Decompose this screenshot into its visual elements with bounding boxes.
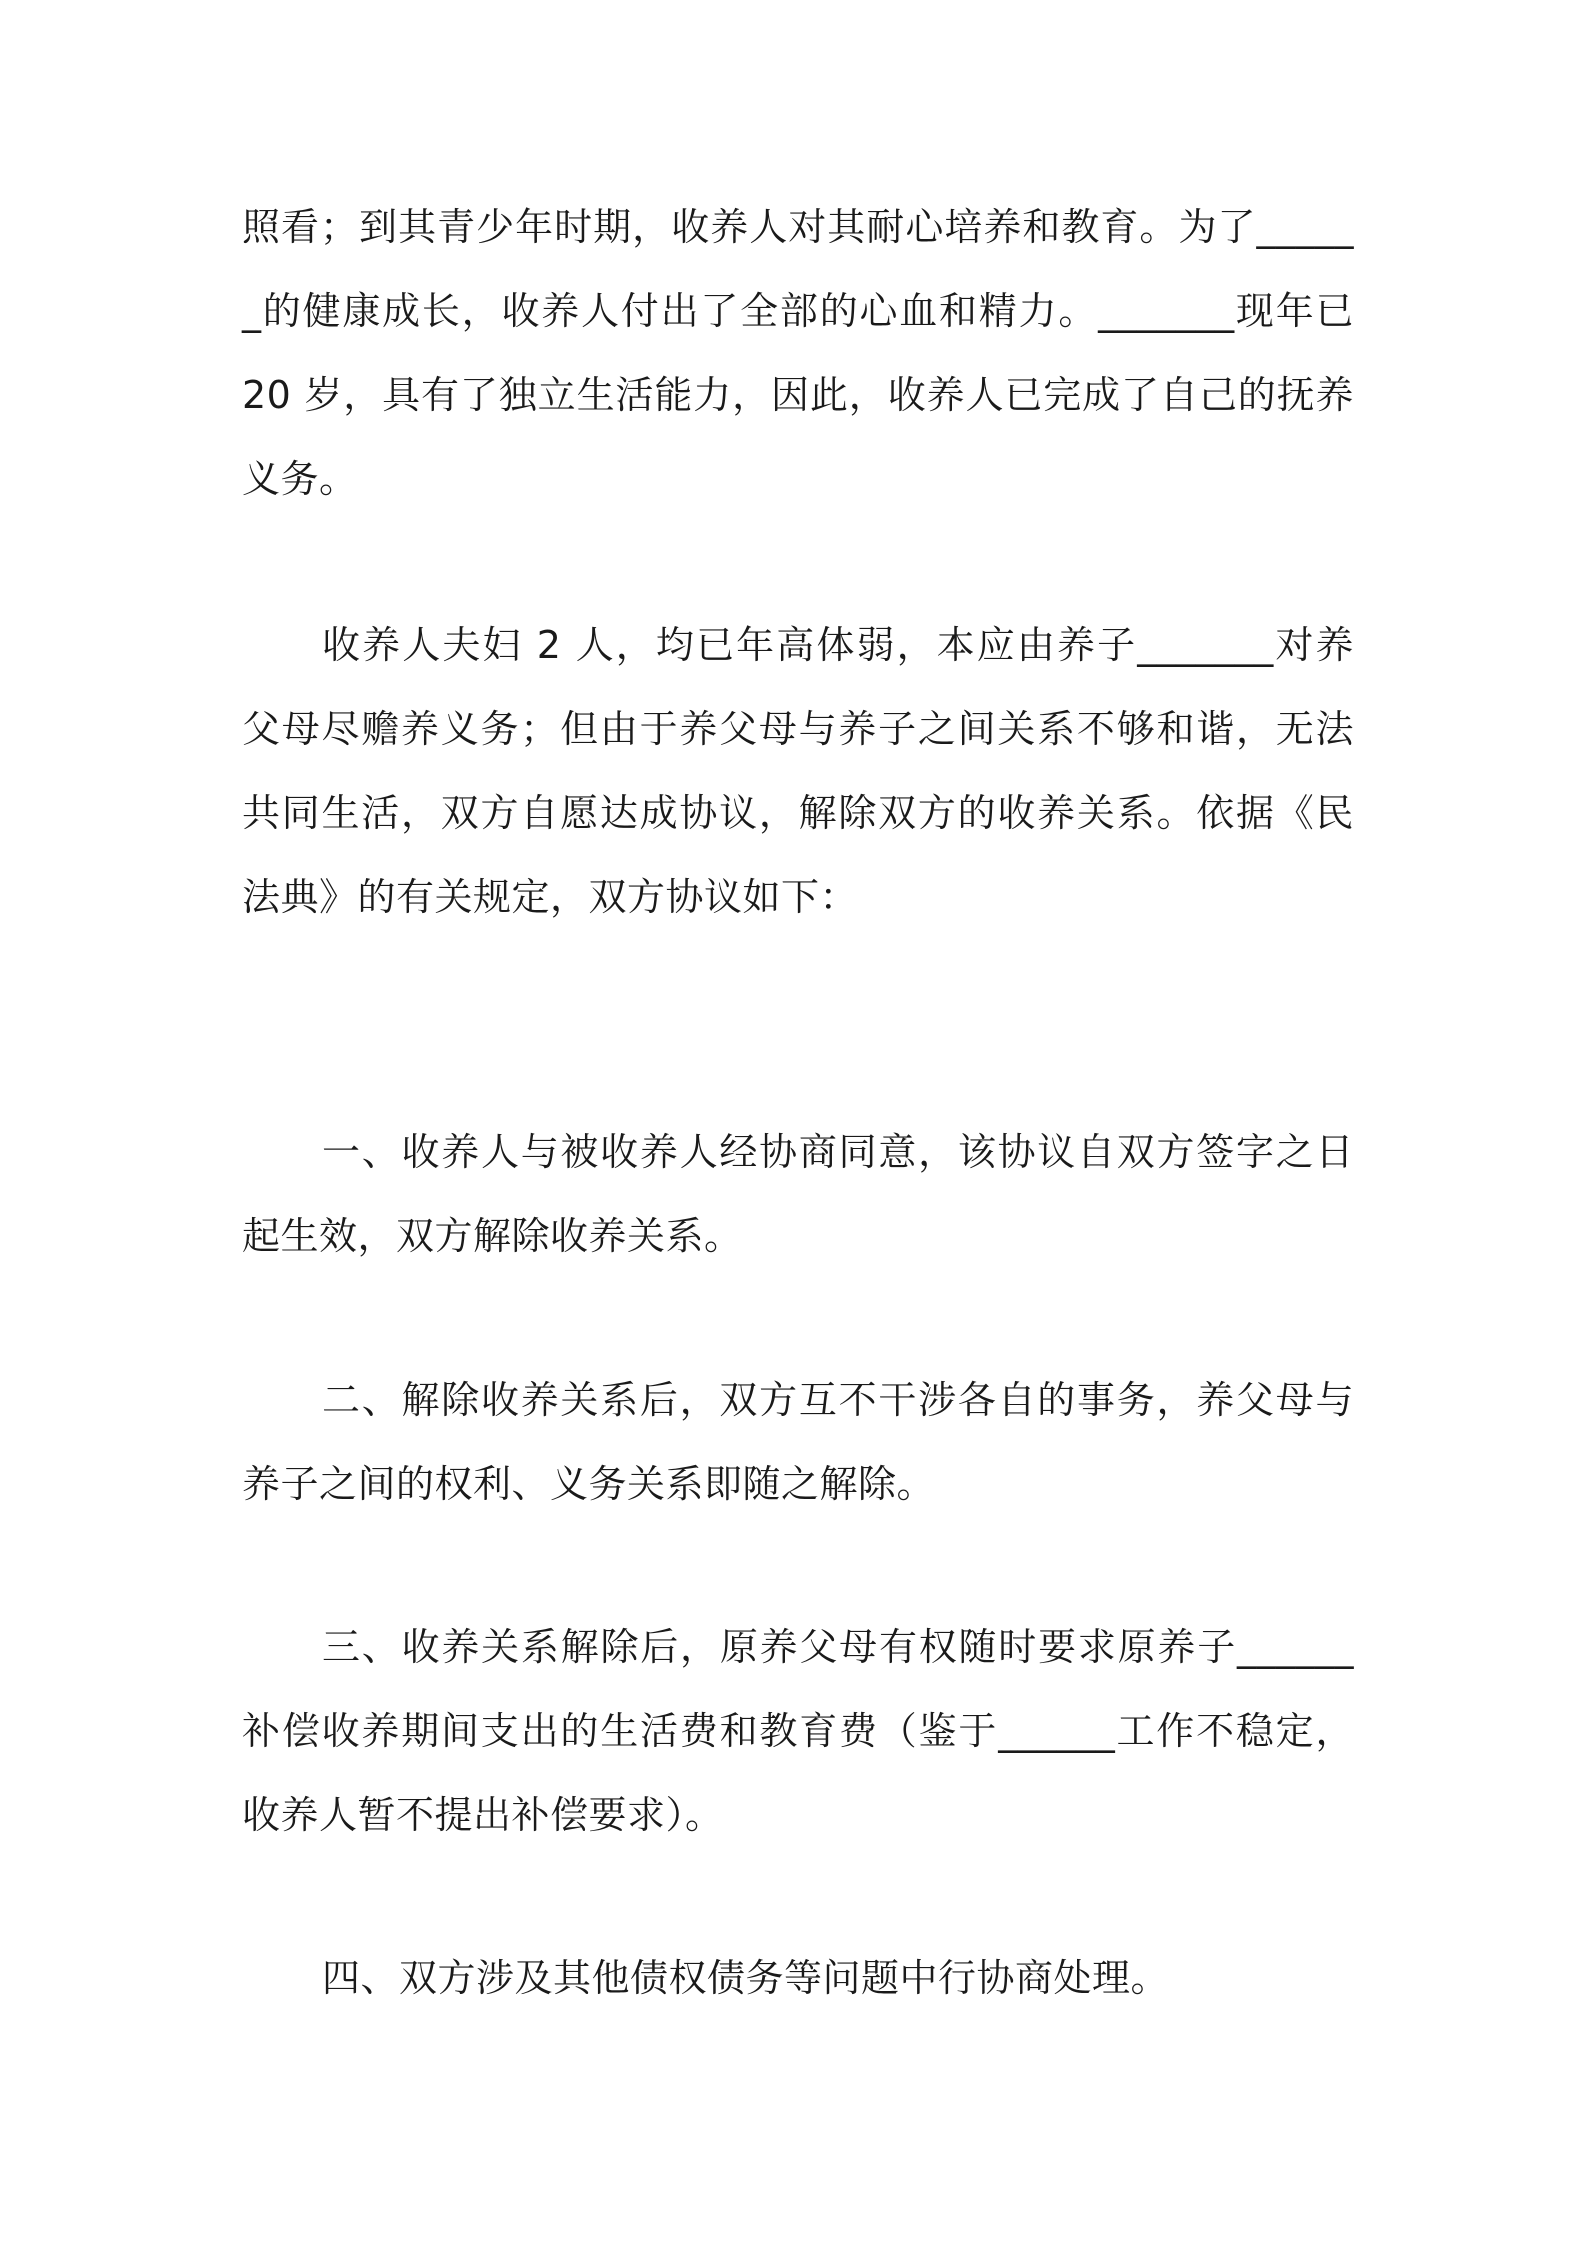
paragraph-upbringing: 照看；到其青少年时期，收养人对其耐心培养和教育。为了______的健康成长，收养人付出了全部的心血和精力。_______现年已 20 岁，具有了独立生活能力，因此，收养人已完成了自己的抚养义务。 [242, 205, 1354, 501]
clause-four: 四、双方涉及其他债权债务等问题中行协商处理。 [322, 1956, 1170, 2000]
clause-two: 二、解除收养关系后，双方互不干涉各自的事务，养父母与养子之间的权利、义务关系即随之解除。 [242, 1378, 1354, 1506]
clause-three: 三、收养关系解除后，原养父母有权随时要求原养子______补偿收养期间支出的生活费和教育费（鉴于______工作不稳定，收养人暂不提出补偿要求）。 [242, 1625, 1354, 1837]
clause-one: 一、收养人与被收养人经协商同意，该协议自双方签字之日起生效，双方解除收养关系。 [242, 1130, 1354, 1258]
paragraph-agreement-intro: 收养人夫妇 2 人，均已年高体弱，本应由养子_______对养父母尽赡养义务；但由于养父母与养子之间关系不够和谐，无法共同生活，双方自愿达成协议，解除双方的收养关系。依据《民法典》的有关规定，双方协议如下： [242, 623, 1354, 919]
